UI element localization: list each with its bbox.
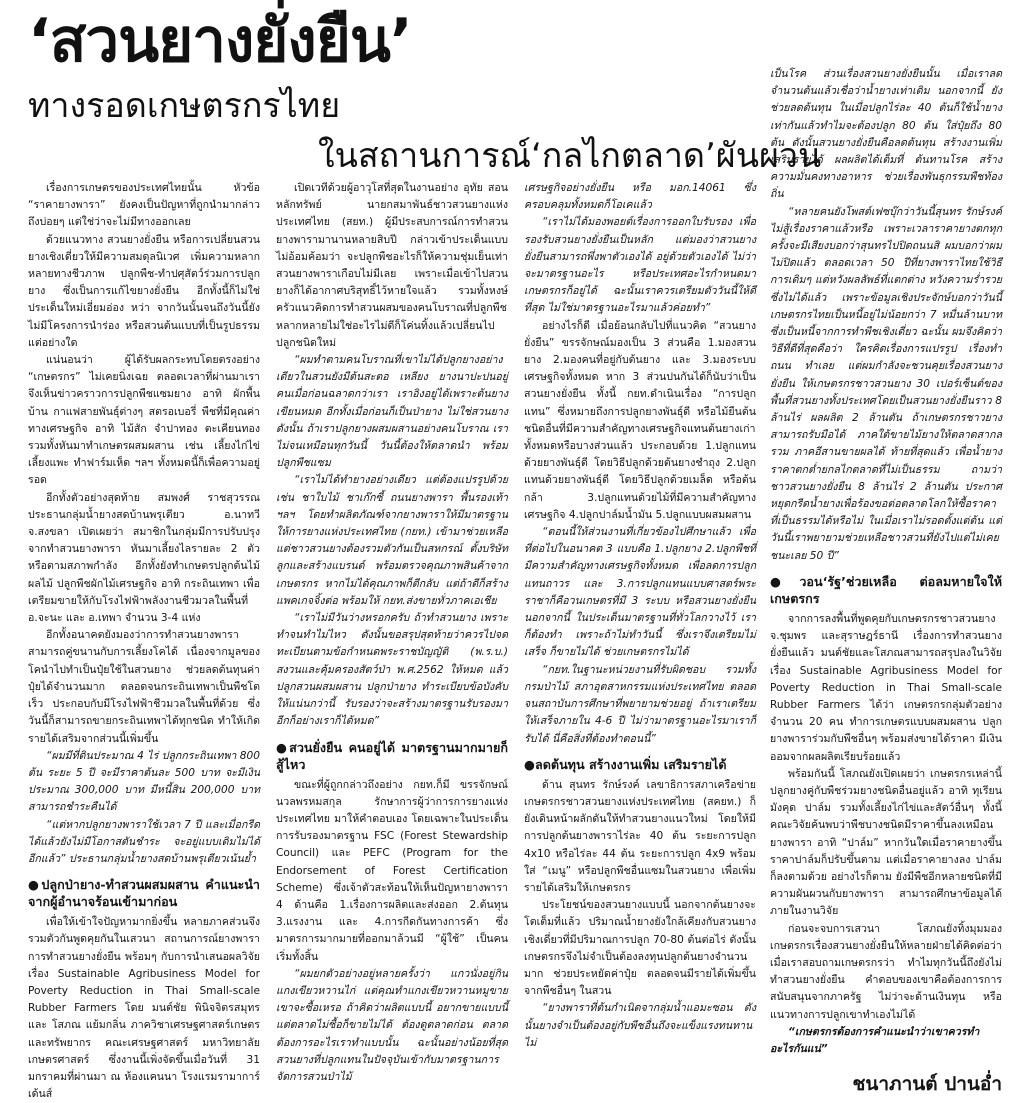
quote: “ผมมีที่ดินประมาณ 4 ไร่ ปลูกกระถินเทพา 800 ต้น ระยะ 5 ปี จะมีราคาต้นละ 500 บาท จะมีเงินประมาณ 300,000 บาท มีหนี้สิน 200,000 บาท สามารถชำระคืนได้ (28, 749, 260, 814)
quote: “ตอนนี้ให้ส่วนงานที่เกี่ยวข้องไปศึกษาแล้ว เพื่อที่ต่อไปในอนาคต 3 แบบคือ 1.ปลูกยาง 2.ปลูกพืชที่มีความสำคัญทางเศรษฐกิจทั้งหมด เพื่อลดการปลูกแทนถาวร และ 3.การปลูกแทนแบบศาสตร์พระราชาก็คือวนเกษตรที่มี 3 ระบบ หรือสวนยางยั่งยืน นอกจากนี้ ในประเด็นมาตรฐานที่ทั่วโลกวางไว้ เราก็ต้องทำ เพราะถ้าไม่ทำวันนี้ ซึ่งเราจึงเตรียมไม่เสร็จ ก็ขายไม่ได้ ช่วยเกษตรกรไม่ได้ (524, 526, 756, 659)
quote: “ผมยกตัวอย่างอยู่หลายครั้งว่า แกวนั่งอยู่กินแกงเขียวหวานไก่ แต่คุณทำแกงเขียวหวานหมูขาย เขาจะซื้อเหรอ ถ้าคิดว่าผลิตแบบนี้ อยากขายแบบนี้ แต่ตลาดไม่ซื้อก็ขายไม่ได้ ต้องดูตลาดก่อน ตลาดต้องการอะไรเราทำแบบนั้น ฉะนั้นอย่างน้อยที่สุดสวนยางที่ปลูกแทนในปัจจุบันเข้ากับมาตรฐานการจัดการสวนป่าไม้ (276, 967, 508, 1083)
quote: “หลายคนยังโพสต์เฟซบุ๊กว่าวันนี้สุนทร รักษ์รงค์ ไม่สู้เรื่องราคาแล้วหรือ เพราะเวลาราคายางตกทุกครั้งจะมีเสียงบอกว่าสุนทรไปปิดถนนสิ ผมบอกว่าผมไม่ปิดแล้ว ตลอดเวลา 50 ปีที่ยางพาราไทยใช้วิธีการเดิมๆ แต่หวังผลลัพธ์ที่แตกต่าง หวังความร่ำรวย ซึ่งไม่ได้แล้ว เพราะข้อมูลเชิงประจักษ์บอกว่าวันนี้เกษตรกรไทยเป็นหนี้อยู่ไม่น้อยกว่า 7 หมื่นล้านบาท ซึ่งเป็นหนี้จากการทำพืชเชิงเดี่ยว ฉะนั้น ผมจึงคิดว่าวิธีที่ดีที่สุดคือว่า ใครคิดเรื่องการแปรรูป เรื่องทำถนน ทำเลย แต่ผมกำลังจะชวนคุยเรื่องสวนยางยั่งยืน ให้เกษตรกรชาวสวนยาง 30 เปอร์เซ็นต์ของพื้นที่สวนยางทั้งประเทศโดยเป็นสวนยางยั่งยืนราว 8 ล้านไร่ ผลผลิต 2 ล้านตัน ถ้าเกษตรกรชาวยางสามารถรับมือได้ ภาคใต้ขายไม้ยางให้ตลาดสากลรวม ภาคอีสานขายผลได้ ท้ายที่สุดแล้ว เพื่อน้ำยางราคาตกต่ำยกลไกตลาดที่ไม่เป็นธรรม ถามว่าชาวสวนยางยั่งยืน 8 ล้านไร่ 2 ล้านตัน ประกาศหยุดกรีดน้ำยางเพื่อร้องขอต่อตลาดโลกให้ซื้อราคาที่เป็นธรรมได้หรือไม่ ในเมื่อเราไม่รอดตั้งแต่ต้น แต่วันนี้เราพยายามช่วยเหลือชาวสวนที่ยังไปแต่ไม่เคยชนะเลย 50 ปี” (770, 205, 1002, 562)
paragraph: ด้าน สุนทร รักษ์รงค์ เลขาธิการสภาเครือข่ายเกษตรกรชาวสวนยางแห่งประเทศไทย (สคยท.) ก็ยังเดินหน้าผลักดันให้ทำสวนยางแนวใหม่ โดยให้มีการปลูกต้นยางพาราไร่ละ 40 ต้น ระยะการปลูก 4x10 หรือไร่ละ 44 ต้น ระยะการปลูก 4x9 พร้อมใส่ “เมนู” หรือปลูกพืชอื่นแซมในสวนยาง เพื่อเพิ่มรายได้เสริมให้เกษตรกร (524, 778, 756, 894)
quote: “เราไม่ได้ทำยางอย่างเดียว แต่ต้องแปรรูปด้วยเช่น ชาใบไม้ ชาเก๊กซี้ ถนนยางพารา พื้นรองเท้า ฯลฯ โดยทำผลิตภัณฑ์จากยางพาราให้มีมาตรฐาน ให้การยางแห่งประเทศไทย (กยท.) เข้ามาช่วยเหลือ แต่ชาวสวนยางต้องรวมตัวกันเป็นสหกรณ์ ตั้งบริษัทลูกและสร้างแบรนด์ พร้อมตรวจคุณภาพสินค้าจากเกษตรกร หากไม่ได้คุณภาพก็ตีกลับ แต่ถ้าดีก็สร้างแพคเกจจิ้งต่อ พร้อมให้ กยท.ส่งขายทั่วภาคเอเชีย (276, 474, 508, 607)
paragraph: อีกทั้งตัวอย่างสุดท้าย สมพงศ์ ราชสุวรรณ ประธานกลุ่มน้ำยางสดบ้านพรุเตียว อ.นาทวี จ.สงขลา เปิดเผยว่า สมาชิกในกลุ่มมีการปรับปรุงจากทำสวนยางพารา หันมาเลี้ยงไลรายละ 2 ตัว หรือตามสภาพกำลัง อีกทั้งยังทำเกษตรปลูกต้นไม้ ผลไม้ ปลูกพืชผักไม้เศรษฐกิจ อาทิ กระถินเทพา เพื่อเตรียมขายให้กับโรงไฟฟ้าพลังงานชีวมวลในพื้นที่ อ.จะนะ และ อ.เทพา จำนวน 3-4 แห่ง (28, 491, 260, 625)
quote: “แต่หากปลูกยางพาราใช้เวลา 7 ปี และเมื่อกรีดได้แล้วยังไม่มีโอกาสตันชำระ จะอยู่แบบเดิมไม่ได้อีกแล้ว” ประธานกลุ่มน้ำยางสดบ้านพรุเตียวเน้นย้ำ (28, 818, 260, 865)
paragraph: ก่อนจะจบการเสวนา โสภณยังทิ้งมุมมองเกษตรกรเรื่องสวนยางยั่งยืนให้หลายฝ่ายได้คิดต่อว่า เมื่อเราสอบถามเกษตรกรว่า ทำไมทุกวันนี้ถึงยังไม่ทำสวนยางยั่งยืน คำตอบของเขาคือต้องการการสนับสนุนจากภาครัฐ ไม่ว่าจะด้านเงินทุน หรือแนวทางการปลูกเขาทำเองไม่ได้ (770, 922, 1002, 1021)
article-column-1 (28, 180, 260, 1101)
paragraph: พร้อมกันนี้ โสภณยังเปิดเผยว่า เกษตรกรเหล่านี้ปลูกยางคู่กับพืชร่วมยางชนิดอื่นอยู่แล้ว อาทิ ทุเรียน มังคุด ปาล์ม รวมทั้งเลี้ยงไก่ไข่และสัตว์อื่นๆ ทั้งนี้คณะวิจัยค้นพบว่าพืชบางชนิดมีราคาขึ้นลงเหมือนยางพารา อาทิ “ปาล์ม” หากวันใดเมื่อราคายางขึ้น ราคาปาล์มก็ปรับขึ้นตาม แต่เมื่อราคายางลง ปาล์มก็ลงตามด้วย อย่างไรก็ตาม ยังมีพืชอีกหลายชนิดที่มีความผันผวนกับยางพารา สามารถศึกษาข้อมูลได้ภายในงานวิจัย (770, 767, 1002, 918)
section-heading: ●ลดต้นทุน สร้างงานเพิ่ม เสริมรายได้ (524, 756, 727, 772)
author-byline: ชนาภานต์ ปานอ่ำ (852, 1073, 1002, 1096)
paragraph: อีกทั้งอนาคตยังมองว่าการทำสวนยางพาราสามารถคู่ขนานกับการเลี้ยงโคได้ เนื่องจากมูลของโคนำไปทำเป็นปุ๋ยใช้ในสวนยาง ช่วยลดต้นทุนค่าปุ๋ยได้จำนวนมาก ตลอดจนกระถินเทพาเป็นพืชโตเร็ว ประกอบกับมีโรงไฟฟ้าชีวมวลในพื้นที่ด้วย ซึ่งวันนี้ก็สามารถขายกระถินเทพาได้ทุกชนิด ทำให้เกิดรายได้เสริมจากส่วนนี้เพิ่มขึ้น (28, 629, 260, 745)
paragraph: เปิดเวทีด้วยผู้อาวุโสที่สุดในงานอย่าง อุทัย สอนหลักทรัพย์ นายกสมาพันธ์ชาวสวนยางแห่งประเทศไทย (สยท.) ผู้มีประสบการณ์การทำสวนยางพารามานานหลายสิบปี กล่าวเข้าประเด็นแบบไม่อ้อมค้อมว่า จะปลูกพืชอะไรก็ให้ความชุ่มเย็นเท่าสวนยางพาราเกือบไม่มีเลย เพราะเมื่อเข้าไปสวนยางก็ได้อากาศบริสุทธิ์ไว้หายใจแล้ว รวมทั้งหงษ์ครัวแนวคิดการทำสวนผสมของคนโบราณที่ปลูกพืชหลากหลายไม่ใช่อะไรไม่ดีก็โค่นทิ้งแล้วเปลี่ยนไปปลูกชนิดใหม่ (276, 182, 508, 349)
paragraph: เรื่องการเกษตรของประเทศไทยนั้น หัวข้อ “ราคายางพารา” ยังคงเป็นปัญหาที่ถูกนำมากล่าวถึงบ่อยๆ แต่ใช่ว่าจะไม่มีทางออกเลย (28, 182, 260, 229)
paragraph: ขณะที่ผู้ถูกกล่าวถึงอย่าง กยท.ก็มี ขรรจักษณ์ นวลพรหมสกุล รักษาการผู้ว่าการการยางแห่งประเทศไทย มาให้คำตอบเอง โดยเฉพาะในประเด็นการรับรองมาตรฐาน FSC (Forest Stewardship Council) และ PEFC (Program for the Endorsement of Forest Certification Scheme) ซึ่งเจ้าตัวสะท้อนให้เห็นปัญหายางพารา 4 ด้านคือ 1.เรื่องการผลิตและส่งออก 2.ต้นทุน 3.แรงงาน และ 4.การกีดกันทางการค้า ซึ่งมาตรการมากมายที่ออกมาล้วนมี “ผู้ใช้” เป็นคนเริ่มทั้งสิ้น (276, 778, 508, 963)
quote: “เราไม่ได้มองพอยต์เรื่องการออกใบรับรอง เพื่อรองรับสวนยางยั่งยืนเป็นหลัก แต่มองว่าสวนยางยั่งยืนสามารถพึ่งพาตัวเองได้ อยู่ด้วยตัวเองได้ ไม่ว่าจะมาตรฐานอะไร หรือประเทศอะไรกำหนดมา เกษตรกรก็อยู่ได้ ฉะนั้นเราควรเตรียมตัววันนี้ให้ดีที่สุด ไม่ใช่มาตรฐานอะไรมาแล้วค่อยทำ” (524, 216, 756, 315)
article-column-2 (276, 180, 508, 1090)
quote: “ยางพาราที่ต้นกำเนิดจากลุ่มน้ำแอมะซอน ดังนั้นยางจำเป็นต้องอยู่กับพืชอื่นถึงจะแข็งแรงทนทาน ไม่ (524, 1002, 756, 1049)
paragraph: จากการลงพื้นที่พูดคุยกับเกษตรกรชาวสวนยาง จ.ชุมพร และสุราษฎร์ธานี เรื่องการทำสวนยางยั่งยืนแล้ว มนต์ชัยและโสภณสามารถสรุปลงในวิจัยเรื่อง Sustainable Agribusiness Model for Poverty Reduction in Thai Small-scale Rubber Farmers ได้ว่า เกษตรกรกลุ่มตัวอย่าง จำนวน 20 คน ทำการเกษตรแบบผสมผสาน ปลูกยางพาราร่วมกับพืชอื่นๆ พร้อมส่งขายได้ราคา มีเงินออมจากผลผลิตเรียบร้อยแล้ว (770, 612, 1002, 763)
subheadline-2: ในสถานการณ์‘กลไกตลาด’ผันผวน (318, 136, 822, 176)
paragraph: แน่นอนว่า ผู้ได้รับผลกระทบโดยตรงอย่าง “เกษตรกร” ไม่เคยนิ่งเฉย ตลอดเวลาที่ผ่านมาเราจึงเห็นข่าวคราวการปลูกพืชแซมยาง อาทิ ผักพื้นบ้าน กาแฟสายพันธุ์ต่างๆ สตรอเบอรี่ พืชที่มีคุณค่าทางเศรษฐกิจ อาทิ ไม้สัก จำปาทอง ตะเคียนทอง รวมทั้งหันมาทำเกษตรผสมผสาน เช่น เลี้ยงไก่ไข่ เลี้ยงแพะ ทำฟาร์มเห็ด ฯลฯ ทั้งหมดนี้ก็เพื่อความอยู่รอด (28, 354, 260, 487)
quote: “เราไม่มีวันว่างหรอกครับ ถ้าทำสวนยาง เพราะทำจนทำไม่ไหว ดังนั้นขอสรุปสุดท้ายว่าควรไปจดทะเบียนตามข้อกำหนดพระราชบัญญัติ (พ.ร.บ.) สงวนและคุ้มครองสัตว์ป่า พ.ศ.2562 ให้หมด แล้วปลูกสวนผสมผสาน ปลูกป่ายาง ทำระเบียบข้อบังคับให้แน่นกว่านี้ รับรองว่าจะสร้างมาตรฐานรับรองมาอีกก็อย่างเราก็ได้หมด” (276, 612, 508, 728)
paragraph: ด้วยแนวทาง สวนยางยั่งยืน หรือการเปลี่ยนสวนยางเชิงเดี่ยวให้มีความสมดุลนิเวศ เพิ่มความหลากหลายทางชีวภาพ ปลูกพืช-ทำปศุสัตว์ร่วมการปลูกยาง ซึ่งเป็นการแก้ไขยางยั่งยืน อีกทั้งนี้ก็ไม่ใช่ประเด็นใหม่เอี่ยมอ่อง หว่า จากวันนั้นจนถึงวันนี้ยังไม่มีโครงการนำร่อง หรือสวนต้นแบบที่เป็นรูปธรรมแต่อย่างใด (28, 233, 260, 349)
paragraph: อย่างไรก็ดี เมื่อย้อนกลับไปที่แนวคิด “สวนยางยั่งยืน” ขรรจักษณ์มองเป็น 3 ส่วนคือ 1.มองสวนยาง 2.มองคนที่อยู่กับต้นยาง และ 3.มองระบบเศรษฐกิจทั้งหมด หาก 3 ส่วนปนกันได้ก็นับว่าเป็นสวนยางยั่งยืน ทั้งนี้ กยท.ดำเนินเรื่อง “การปลูกแทน” ซึ่งหมายถึงการปลูกยางพันธุ์ดี หรือไม้ยืนต้นชนิดอื่นที่มีความสำคัญทางเศรษฐกิจแทนต้นยางเก่าทั้งหมดหรือบางส่วนแล้ว ประกอบด้วย 1.ปลูกแทนด้วยยางพันธุ์ดี โดยวิธีปลูกด้วยต้นยางชำถุง 2.ปลูกแทนด้วยยางพันธุ์ดี โดยวิธีปลูกด้วยเมล็ด หรือต้นกล้า 3.ปลูกแทนด้วยไม้ที่มีความสำคัญทางเศรษฐกิจ 4.ปลูกปาล์มน้ำมัน 5.ปลูกแบบผสมผสาน (524, 319, 756, 521)
paragraph: ประโยชน์ของสวนยางแบบนี้ นอกจากต้นยางจะโตเต็มที่แล้ว ปริมาณน้ำยางยังใกล้เคียงกับสวนยางเชิงเดี่ยวที่มีปริมาณการปลูก 70-80 ต้นต่อไร่ ดังนั้นเกษตรกรจึงไม่จำเป็นต้องลงทุนปลูกต้นยางจำนวนมาก ช่วยประหยัดค่าปุ๋ย ตลอดจนมีรายได้เพิ่มขึ้นจากพืชอื่นๆ ในสวน (524, 899, 756, 998)
quote: เศรษฐกิจอย่างยั่งยืน หรือ มอก.14061 ซึ่งครอบคลุมทั้งหมดก็โอเคแล้ว (524, 182, 756, 212)
subheadline-1: ทางรอดเกษตรกรไทย (28, 86, 341, 126)
quote: “ผมทำตามคนโบราณที่เขาไม่ได้ปลูกยางอย่างเดียวในสวนยังมีต้นสะตอ เหลียง ยางนาปะปนอยู่ คนเมื่อก่อนฉลาดกว่าเรา เราอิงอยู่ได้เพราะต้นยางเขียนหมด อีกทั้งเมื่อก่อนก็เป็นป่ายาง ไม่ใช่สวนยางดังนั้น ถ้าเราปลูกยางผสมผสานอย่างคนโบราณ เราไม่จนเหมือนทุกวันนี้ วันนี้ต้องให้ตลาดนำ พร้อมปลูกพืชแซม (276, 354, 508, 470)
paragraph: เพื่อให้เข้าใจปัญหามากยิ่งขึ้น หลายภาคส่วนจึงรวมตัวกันพูดคุยกันในเสวนา สถานการณ์ยางพาราการทำสวนยางยั่งยืน พร้อมๆ กับการนำเสนอผลวิจัยเรื่อง Sustainable Agribusiness Model for Poverty Reduction in Thai Small-scale Rubber Farmers โดย มนต์ชัย พินิจจิตรสมุทร และ โสภณ แย้มกลิ่น ภาควิชาเศรษฐศาสตร์เกษตรและทรัพยากร คณะเศรษฐศาสตร์ มหาวิทยาลัยเกษตรศาสตร์ ซึ่งงานนี้เพิ่งจัดขึ้นเมื่อวันที่ 31 มกราคมที่ผ่านมา ณ ห้องแคนนา โรงแรมรามาการ์เด้นส์ (28, 916, 260, 1101)
section-heading: ●วอน‘รัฐ’ช่วยเหลือ ต่อลมหายใจให้เกษตรกร (770, 573, 1002, 606)
headline: ‘สวนยางยั่งยืน’ (28, 6, 412, 76)
quote: เป็นโรค ส่วนเรื่องสวนยางยั่งยืนนั้น เมื่อเราลดจำนวนต้นแล้วเชื่อว่าน้ำยางเท่าเดิม นอกจากนี้ ยังช่วยลดต้นทุน ในเมื่อปลูกไร่ละ 40 ต้นก็ใช้น้ำยางเท่ากันแล้วทำไมจะต้องปลูก 80 ต้น ใส่ปุ๋ยถึง 80 ต้น ดังนั้นสวนยางยั่งยืนคือลดต้นทุน สร้างงานเพิ่ม เสริมรายได้ ผลผลิตได้เต็มที่ ต้นทานโรค สร้างความมั่นคงทางอาหาร ช่วยเรื่องพันธุกรรมพืชท้องถิ่น (770, 68, 1002, 201)
article-column-3 (524, 180, 756, 1090)
quote: “กยท.ในฐานะหน่วยงานที่รับผิดชอบ รวมทั้งกรมป่าไม้ สภาอุตสาหกรรมแห่งประเทศไทย ตลอดจนสถาบันการศึกษาที่พยายามช่วยอยู่ ถ้าเราเตรียมให้เสร็จภายใน 4-6 ปี ไม่ว่ามาตรฐานอะไรมาเราก็รับได้ นี่คือสิ่งที่ต้องทำตอนนี้” (524, 663, 756, 745)
section-heading: ●ปลูกป่ายาง-ทำสวนผสมผสาน คำแนะนำจากผู้อำนาจร้อนเข้ามาก่อน (28, 877, 260, 910)
section-heading: ●สวนยั่งยืน คนอยู่ได้ มาตรฐานมากมายก็สู้ไหว (276, 739, 508, 772)
quote: “เกษตรกรต้องการคำแนะนำว่าเขาควรทำอะไรกันแน่” (770, 1025, 980, 1055)
article-column-4 (770, 66, 1002, 1096)
